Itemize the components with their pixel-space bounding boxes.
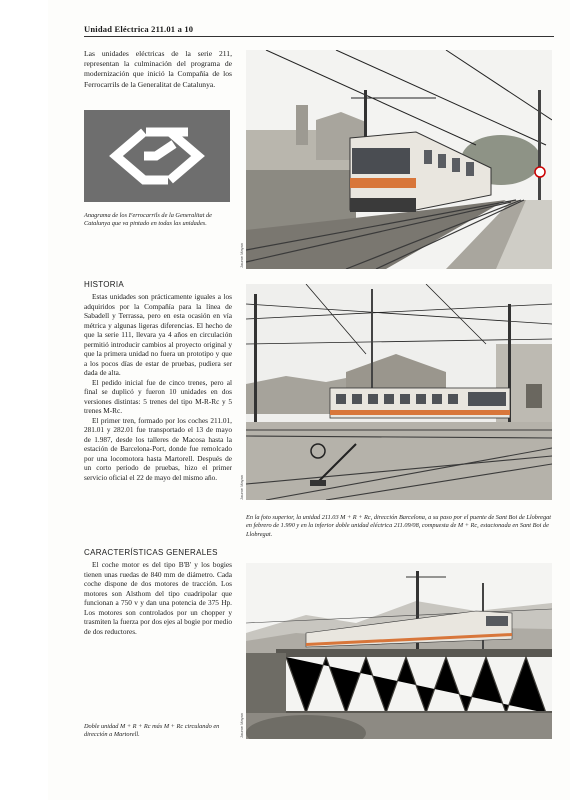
photo-credit: Jaume Mayan [239, 242, 244, 268]
historia-title: HISTORIA [84, 280, 125, 289]
photo-credit: Jaume Mayan [239, 712, 244, 738]
intro-paragraph: Las unidades eléctricas de la serie 211, representan la culminación del programa de modernización que inició la Compañía de los Ferrocarrils de la Generalitat de Catalunya. [84, 49, 232, 89]
caracteristicas-paragraph: El coche motor es del tipo B'B' y los bogies tienen unas ruedas de 840 mm de diámetro. Cada coche dispone de dos motores de tracción. Los motores son Alsthom del tipo cuadripolar que funcionan a 750 v y dan una potencia de 375 Hp. Los motores son controlados por un chopper y trasmiten la fuerza por dos ejes al bogie por medio de dos reductores. [84, 560, 232, 636]
photos-bottom-caption: Doble unidad M + R + Rc más M + Rc circulando en dirección a Martorell. [84, 723, 220, 739]
historia-paragraph: Estas unidades son prácticamente iguales a los adquiridos por la Compañía para la línea de Sabadell y Terrassa, pero en esta ocasión en vía métrica y algunas ligeras diferencias. El hecho de que la serie 111, llevara ya 4 años en circulación permitió introducir cambios al proyecto original y que la primera unidad no fuera un prototipo y que a los pocos días de estar de pruebas, pudiera ser dada de alta. [84, 292, 232, 377]
caracteristicas-text [84, 560, 232, 636]
photo-credit: Jaume Mayan [239, 474, 244, 500]
caracteristicas-title: CARACTERÍSTICAS GENERALES [84, 548, 218, 557]
photos-middle-caption: En la foto superior, la unidad 211.03 M + R + Rc, dirección Barcelona, a su paso por el puente de Sant Boi de Llobregat en febrero de 1.990 y en la inferior doble unidad eléctrica 211.09/08, compuesta de M + Rc, estacionada en Sant Boi de Llobregat. [246, 514, 551, 538]
fgc-logo-icon [84, 110, 230, 202]
historia-text [84, 292, 232, 482]
logo-caption: Anagrama de los Ferrocarrils de la Generalitat de Catalunya que va pintado en todas las unidades. [84, 212, 212, 228]
photo-bottom-train-bridge [246, 563, 552, 739]
historia-paragraph: El primer tren, formado por los coches 211.01, 281.01 y 282.01 fue transportado el 13 de mayo de 1.987, desde los talleres de Macosa hasta la estación de Barcelona-Port, donde fue remolcado por una locomotora hasta Martorell. Después de un corto periodo de pruebas, hizo el primer servicio oficial el 22 de mayo del mismo año. [84, 415, 232, 482]
historia-paragraph: El pedido inicial fue de cinco trenes, pero al final se duplicó y fueron 10 unidades en dos versiones distintas: 5 trenes del tipo M-R-Rc y 5 trenes M-Rc. [84, 377, 232, 415]
photo-middle-train-parked [246, 284, 552, 500]
page-header: Unidad Eléctrica 211.01 a 10 [84, 24, 554, 37]
fgc-logo [84, 110, 230, 202]
photo-top-train-station [246, 50, 552, 269]
